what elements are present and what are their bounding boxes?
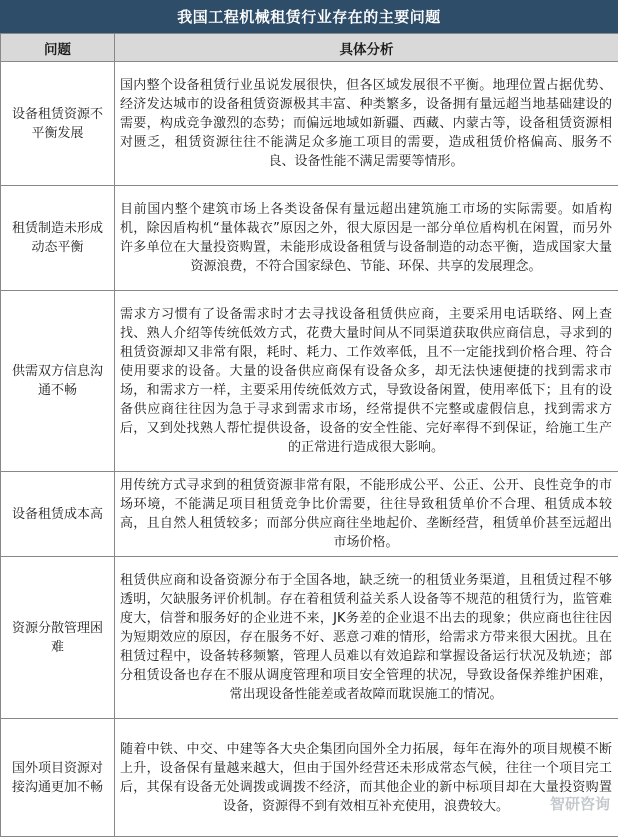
analysis-cell: 租赁供应商和设备资源分布于全国各地，缺乏统一的租赁业务渠道，且租赁过程不够透明，欠缺服务评价机制。存在着租赁利益关系人设备等不规范的租赁行为，监管难度大，信誉和服务好的企业进不来，JK务差的企业退不出去的现象；供应商也往往因为短期效应的原因，存在服务不好、恶意刁难的情形，给需求方带来很大困扰。且在租赁过程中，设备转移频繁，管理人员难以有效追踪和掌握设备运行状况及轨迹；部分租赁设备也存在不服从调度管理和项目安全管理的状况，导致设备保养维护困难，常出现设备性能差或者故障而耽误施工的情况。 [115, 557, 618, 719]
table-row [1, 719, 618, 837]
table-row [1, 186, 618, 291]
issue-cell: 国外项目资源对接沟通更加不畅 [1, 719, 115, 837]
header-issue: 问题 [1, 34, 115, 62]
analysis-cell: 随着中铁、中交、中建等各大央企集团向国外全力拓展，每年在海外的项目规模不断上升，设备保有量越来越大，但由于国外经营还未形成常态气候，往往一个项目完工后，其保有设备无处调拨或调拨不经济，而其他企业的新中标项目却在大量投资购置设备，资源得不到有效相互补充使用，浪费较大。 [115, 719, 618, 837]
header-row [1, 34, 618, 62]
issue-cell: 租赁制造未形成动态平衡 [1, 186, 115, 291]
issue-cell: 资源分散管理困难 [1, 557, 115, 719]
issue-cell: 设备租赁资源不平衡发展 [1, 62, 115, 186]
table-row [1, 62, 618, 186]
analysis-cell: 用传统方式寻求到的租赁资源非常有限，不能形成公平、公正、公开、良性竞争的市场环境，不能满足项目租赁竞争比价需要，往往导致租赁单价不合理、租赁成本较高，且自然人租赁较多；而部分供应商往坐地起价、垄断经营，租赁单价甚至远超出市场价格。 [115, 472, 618, 557]
analysis-cell: 需求方习惯有了设备需求时才去寻找设备租赁供应商，主要采用电话联络、网上查找、熟人介绍等传统低效方式，花费大量时间从不同渠道获取供应商信息，寻求到的租赁资源却又非常有限，耗时、耗力、工作效率低，且不一定能找到价格合理、符合使用要求的设备。大量的设备供应商保有设备众多，却无法快速便捷的找到需求市场，和需求方一样，主要采用传统低效方式，导致设备闲置，使用率低下；且有的设备供应商往往因为急于寻求到需求市场，经常提供不完整或虚假信息，找到需求方后，又到处找熟人帮忙提供设备，设备的安全性能、完好率得不到保证，给施工生产的正常进行造成很大影响。 [115, 291, 618, 472]
watermark-logo: 智研咨询 [550, 793, 610, 814]
issues-table [0, 33, 618, 837]
issue-cell: 设备租赁成本高 [1, 472, 115, 557]
issue-cell: 供需双方信息沟通不畅 [1, 291, 115, 472]
analysis-cell: 目前国内整个建筑市场上各类设备保有量远超出建筑施工市场的实际需要。如盾构机，除因盾构机“量体裁衣”原因之外，很大原因是一部分单位盾构机在闲置，而另外许多单位在大量投资购置，未能形成设备租赁与设备制造的动态平衡，造成国家大量资源浪费，不符合国家绿色、节能、环保、共享的发展理念。 [115, 186, 618, 291]
table-title: 我国工程机械租赁行业存在的主要问题 [0, 0, 618, 33]
table-row [1, 291, 618, 472]
header-analysis: 具体分析 [115, 34, 618, 62]
table-row [1, 557, 618, 719]
table-row [1, 472, 618, 557]
analysis-cell: 国内整个设备租赁行业虽说发展很快，但各区域发展很不平衡。地理位置占据优势、经济发达城市的设备租赁资源极其丰富、种类繁多，设备拥有量远超当地基础建设的需要，构成竞争激烈的态势；而偏远地域如新疆、西藏、内蒙古等，设备租赁资源相对匮乏，租赁资源往往不能满足众多施工项目的需要，造成租赁价格偏高、服务不良、设备性能不满足需要等情形。 [115, 62, 618, 186]
